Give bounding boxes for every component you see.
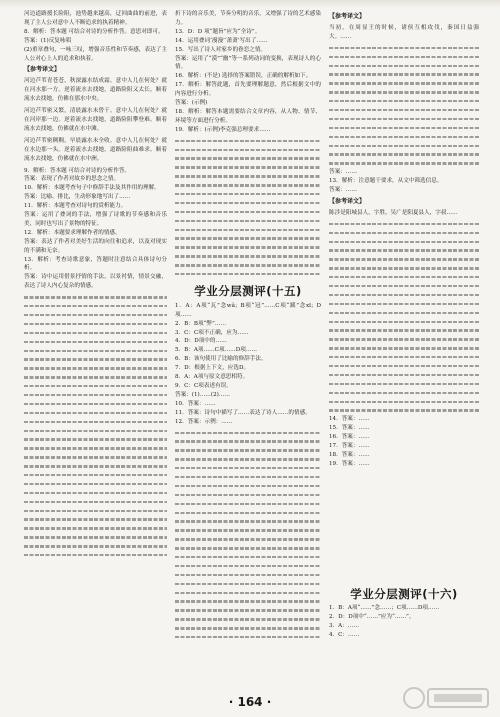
paragraph: (2)重章叠句，一咏三叹，增强音乐性和节奏感，表达了主人公对心上人的追求和执着。 (24, 46, 167, 62)
middle-column (175, 10, 321, 683)
paragraph: 19．答案：…… (329, 460, 370, 467)
paragraph: 答案：表现了作者对故乡的思念之情。 (24, 176, 120, 183)
answer-item: 6．B：该句使用了比喻的修辞手法。 (175, 356, 267, 363)
answer-item: 5．B：A项……C项……D项…… (175, 347, 258, 354)
dense-text-block (329, 44, 479, 168)
paragraph: 15．写出了诗人对家乡的眷恋之情。 (175, 46, 267, 53)
paragraph: 答案：…… (329, 169, 357, 176)
paragraph: 16．答案：…… (329, 434, 370, 441)
paragraph: 答案：诗中运用借景抒情的手法，以景衬情，情景交融，表达了诗人内心复杂的情感。 (24, 274, 167, 290)
dense-text-block (175, 429, 321, 642)
paragraph: 14．运用叠词‘漫漫’‘萧萧’写出了…… (175, 37, 268, 44)
paragraph: 答案：(示例) (175, 100, 208, 107)
paragraph: 13．解析：注意题干要求，从文中筛选信息。 (329, 178, 443, 185)
watermark-logo (402, 683, 494, 713)
paragraph: 18．解析：解答本题需要结合文章内容，从人物、情节、环境等方面进行分析。 (175, 108, 321, 124)
paragraph: 答案：运用了叠词的手法，增强了诗歌的节奏感和音乐美，同时也写出了景物的特征。 (24, 212, 167, 227)
section-label: 【参考译文】 (24, 66, 61, 74)
paragraph: 当初，在周显王的时候，诸侯互相攻伐，秦国日益强大。…… (329, 24, 479, 40)
answer-item: 7．D：根据上下文，应选D。 (175, 365, 250, 372)
section-16-items (329, 604, 479, 683)
answer-item: 12．答案：示例：…… (175, 418, 233, 425)
paragraph: 17．解析：解答此题，首先要理解题意，然后根据文中的内容进行分析。 (175, 82, 321, 98)
answer-item: 3．C：C项不正确，应为…… (175, 329, 249, 336)
paragraph: 折下诗的音乐美，节奏分明的音乐，又增强了诗的艺术感染力。 (175, 11, 321, 26)
paragraph: 12．解析：本题要求理解作者的情感。 (24, 229, 121, 236)
dense-text-block (24, 293, 167, 560)
paragraph: 河边芦苇青苍苍，秋深露水结成霜。意中人儿在何处？就在河水那一方。逆着流水去找她，道路险阻又太长。顺着流水去找她，仿佛在那水中央。 (24, 78, 167, 103)
answer-item: 答案：(1)……(2)…… (175, 391, 231, 398)
paragraph: 答案：运用了“漠”“幽”等一系列动词的变换，表现诗人的心情。 (175, 55, 321, 71)
paragraph: 9．解析：答本题 可结合对诗的分析作答。 (24, 167, 131, 174)
paragraph: 19．解析：(示例)李克强总理要求…… (175, 126, 271, 133)
paragraph: 13．解析：考查诗歌意象，答题时注意结合具体诗句分析。 (24, 256, 167, 272)
paragraph: 17．答案：…… (329, 443, 370, 450)
paragraph: 答案：表达了作者对美好生活的向往和追求，以及对现实的不满和无奈。 (24, 238, 167, 254)
right-column (329, 10, 479, 683)
answer-item: 4．D：D项中的…… (175, 338, 227, 345)
paragraph: 14．答案：…… (329, 416, 370, 423)
answer-item: 10．答案：…… (175, 400, 216, 407)
answer-item: 11．答案：诗句中描写了……表达了诗人……的情感。 (175, 409, 311, 416)
page-number: · 164 · (228, 695, 272, 709)
answer-item: 2．D：D项中“……”应为“……”。 (329, 613, 415, 620)
paragraph: 河边芦苇密稠稠，早晨露水未全收。意中人儿在何处？就在水边那一头。逆着流水去找她，道路险阻曲难求。顺着流水去找她，仿佛就在水中洲。 (24, 137, 167, 162)
paragraph: 18．答案：…… (329, 451, 370, 458)
paragraph: 13．D：D 项“题旨”应为“全诗”。 (175, 28, 261, 35)
paragraph: 8．解析：答本题 可结合对诗的分析作答。意思对即可。 (24, 28, 164, 35)
dense-text-block (175, 137, 321, 279)
answer-item: 1．A：A项“瓦”念wǎ；B项“冠”……C项“蹊”念xī；D项…… (175, 302, 321, 318)
answer-item: 3．A：…… (329, 622, 359, 629)
paragraph: 答案：…… (329, 187, 357, 193)
paragraph: 陈涉是阳城县人，字胜。吴广是阳夏县人，字叔…… (329, 209, 458, 216)
answer-item: 4．C：…… (329, 631, 360, 638)
paragraph: 15．答案：…… (329, 425, 370, 432)
paragraph: 11．解析：本题考查对诗句的赏析能力。 (24, 203, 127, 210)
section-heading-15: 学业分层测评(十五) (194, 283, 302, 298)
answer-item: 1．B：A项“……”念……；C项……D项…… (329, 605, 440, 611)
paragraph: 答案：比喻、排比，生动形象地写出了…… (24, 194, 131, 201)
section-heading-16: 学业分层测评(十六) (350, 587, 458, 601)
paragraph: 河边道路援长险阻，池势越来越高，迂回曲曲的前进，表现了主人公对意中人不断追求的执着精神。 (24, 11, 167, 26)
paragraph: 10．解析：本题考查句子中修辞手法及其作用的理解。 (24, 185, 160, 192)
answer-item: 2．B：B项“弊”…… (175, 320, 227, 327)
answer-item: 9．C：C项表述有误。 (175, 383, 232, 389)
paragraph: 16．解析：(不是) 选择的答案错误，正确的解析如下。 (175, 73, 312, 80)
paragraph: 答案：(1)反复咏唱 (24, 37, 72, 44)
section-label: 【参考译文】 (329, 13, 366, 20)
paragraph: 河边芦苇密又繁，清晨露水未曾干。意中人儿在何处？就在河岸那一边。逆着流水去找她，道路险阻攀登难。顺着流水去找她，仿佛就在水中滩。 (24, 108, 167, 132)
answer-item: 8．A：A项与原文意思相符。 (175, 374, 249, 381)
top-edge (0, 0, 500, 8)
section-label: 【参考译文】 (329, 197, 366, 205)
left-column (24, 10, 167, 683)
dense-text-block (329, 220, 479, 416)
